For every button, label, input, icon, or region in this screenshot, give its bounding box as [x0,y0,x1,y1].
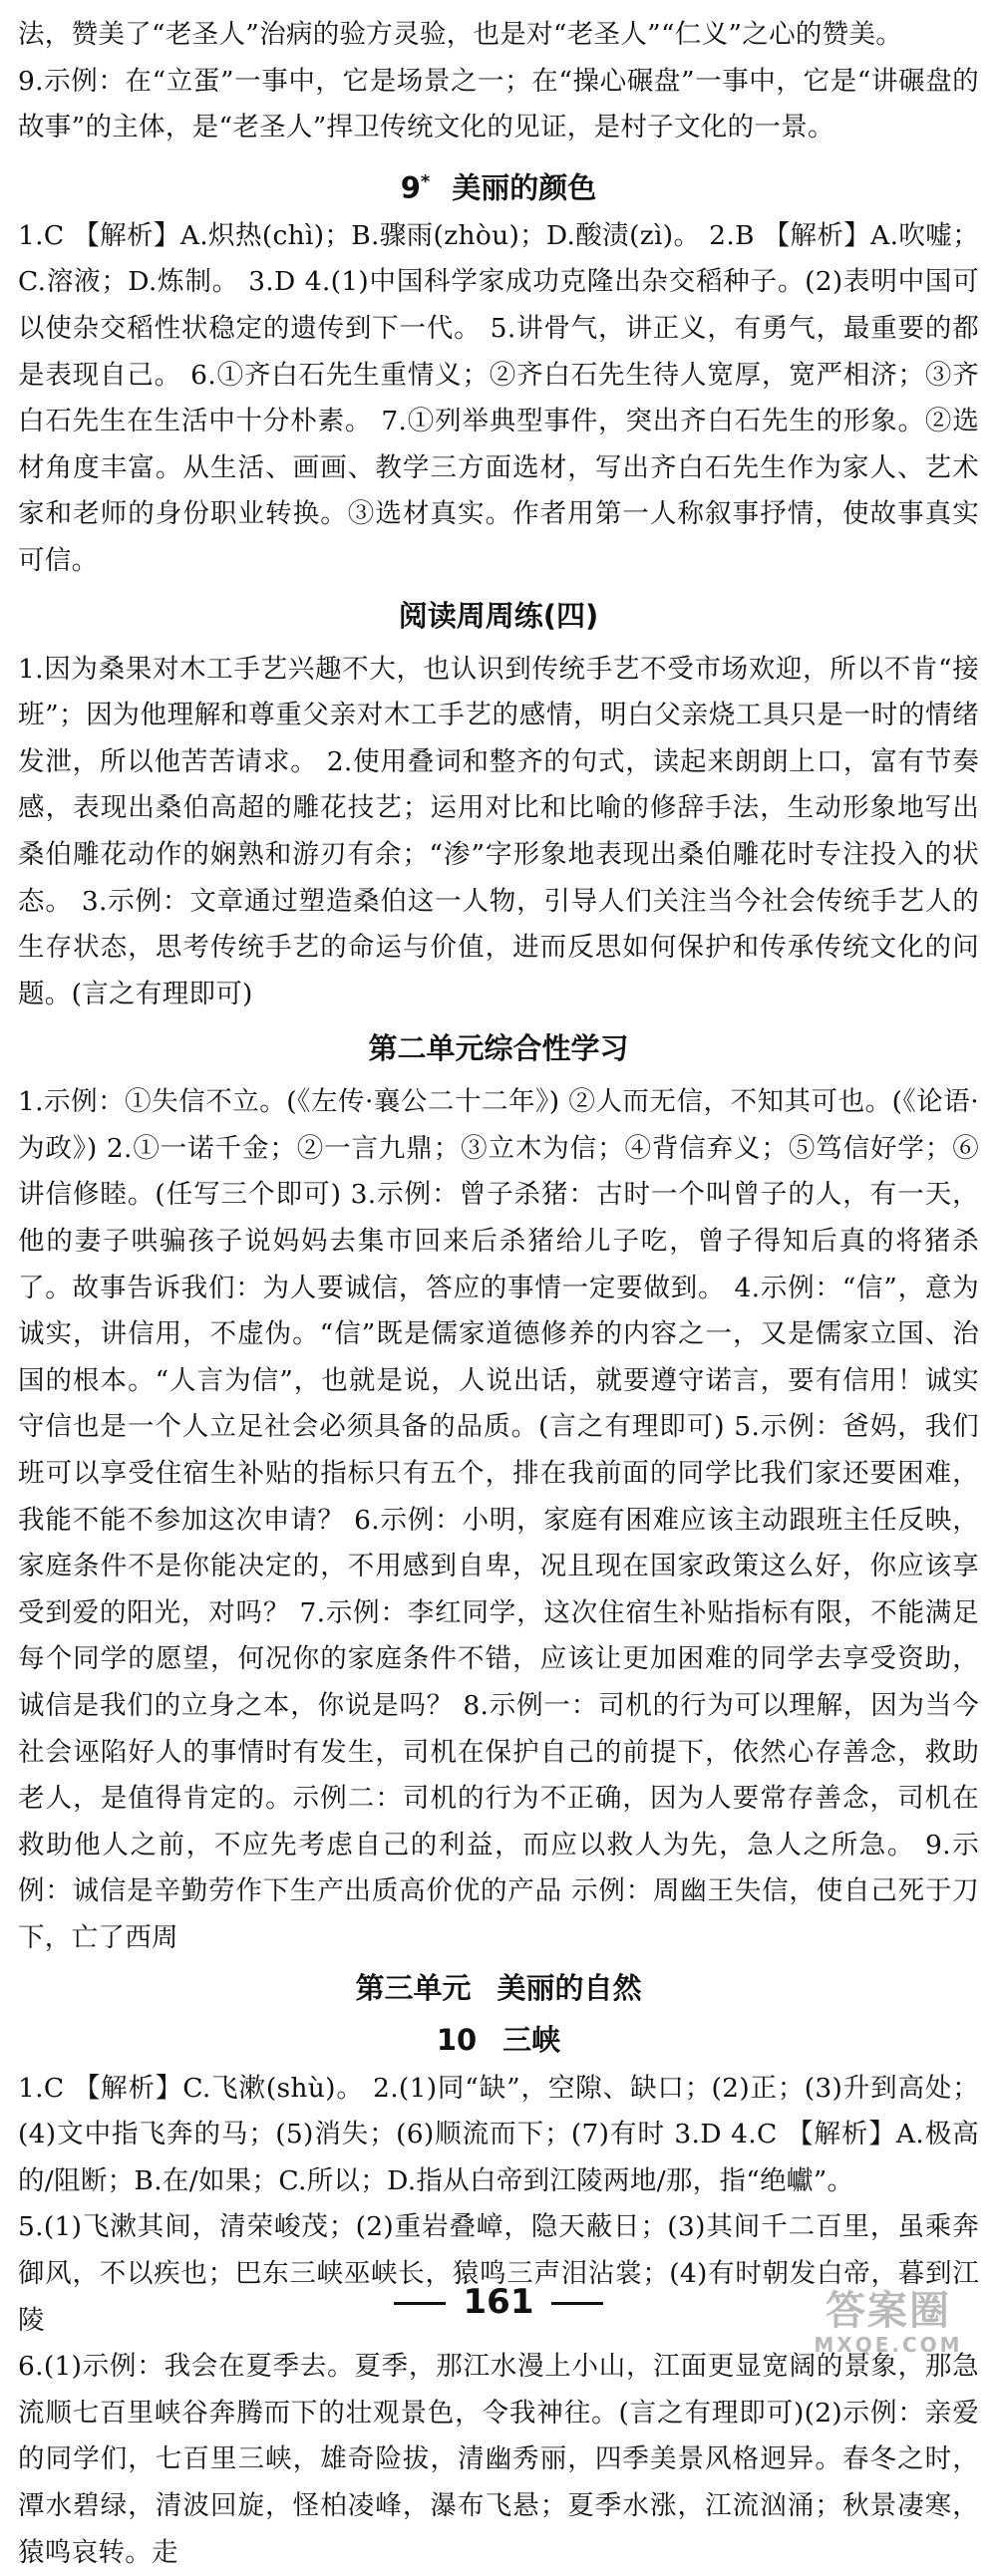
answers-unit2-integrated: 1.示例：①失信不立。(《左传·襄公二十二年》) ②人而无信，不知其可也。(《论语·为政》) 2.①一诺千金；②一言九鼎；③立木为信；④背信弃义；⑤笃信好学；⑥讲信修睦。(任写三个即可) 3.示例：曾子杀猪：古时一个叫曾子的人，有一天，他的妻子哄骗孩子说妈妈去集市回来后杀猪给儿子吃，曾子得知后真的将猪杀了。故事告诉我们：为人要诚信，答应的事情一定要做到。 4.示例：“信”，意为诚实，讲信用，不虚伪。“信”既是儒家道德修养的内容之一，又是儒家立国、治国的根本。“人言为信”，也就是说，人说出话，就要遵守诺言，要有信用！诚实守信也是一个人立足社会必须具备的品质。(言之有理即可) 5.示例：爸妈，我们班可以享受住宿生补贴的指标只有五个，排在我前面的同学比我们家还要困难，我能不能不参加这次申请？ 6.示例：小明，家庭有困难应该主动跟班主任反映，家庭条件不是你能决定的，不用感到自卑，况且现在国家政策这么好，你应该享受到爱的阳光，对吗？ 7.示例：李红同学，这次住宿生补贴指标有限，不能满足每个同学的愿望，何况你的家庭条件不错，应该让更加困难的同学去享受资助，诚信是我们的立身之本，你说是吗？ 8.示例一：司机的行为可以理解，因为当今社会诬陷好人的事情时有发生，司机在保护自己的前提下，依然心存善念，救助老人，是值得肯定的。示例二：司机的行为不正确，因为人要常存善念，司机在救助他人之前，不应先考虑自己的利益，而应以救人为先，急人之所急。 9.示例：诚信是辛勤劳作下生产出质高价优的产品 示例：周幽王失信，使自己死于刀下，亡了西周 [18,1086,979,1953]
answers-three-gorges-1: 1.C 【解析】C.飞漱(shù)。 2.(1)同“缺”，空隙、缺口；(2)正；(3)升到高处；(4)文中指飞奔的马；(5)消失；(6)顺流而下；(7)有时 3.D 4.C 【解析】A.极高的/阻断；B.在/如果；C.所以；D.指从白帝到江陵两地/那，指“绝巘”。 [18,2072,979,2196]
section-heading-weekly-reading: 阅读周周练(四) [398,598,599,633]
answers-weekly-reading: 1.因为桑果对木工手艺兴趣不大，也认识到传统手艺不受市场欢迎，所以不肯“接班”；因为他理解和尊重父亲对木工手艺的感情，明白父亲烧工具只是一时的情绪发泄，所以他苦苦请求。 2.使用叠词和整齐的句式，读起来朗朗上口，富有节奏感，表现出桑伯高超的雕花技艺；运用对比和比喻的修辞手法，生动形象地写出桑伯雕花动作的娴熟和游刃有余；“渗”字形象地表现出桑伯雕花时专注投入的状态。 3.示例：文章通过塑造桑伯这一人物，引导人们关注当今社会传统手艺人的生存状态，思考传统手艺的命运与价值，进而反思如何保护和传承传统文化的问题。(言之有理即可) [18,653,979,1009]
page-number-value: 161 [463,2282,534,2322]
unit-heading [18,1962,979,2014]
answers-beautiful-colors: 1.C 【解析】A.炽热(chì)；B.骤雨(zhòu)；D.酸渍(zì)。 2.B 【解析】A.吹嘘；C.溶液；D.炼制。 3.D 4.(1)中国科学家成功克隆出杂交稻种子。(2)表明中国可以使杂交稻性状稳定的遗传到下一代。 5.讲骨气，讲正义，有勇气，最重要的都是表现自己。 6.①齐白石先生重情义；②齐白石先生待人宽厚，宽严相济；③齐白石先生在生活中十分朴素。 7.①列举典型事件，突出齐白石先生的形象。②选材角度丰富。从生活、画画、教学三方面选材，写出齐白石先生作为家人、艺术家和老师的身份职业转换。③选材真实。作者用第一人称叙事抒情，使故事真实可信。 [18,219,979,576]
watermark-url: MXQE.COM [814,2333,963,2357]
answers-three-gorges-3: 6.(1)示例：我会在夏季去。夏季，那江水漫上小山，江面更显宽阔的景象，那急流顺七百里峡谷奔腾而下的壮观景色，令我神往。(言之有理即可)(2)示例：亲爱的同学们，七百里三峡，雄奇险拔，清幽秀丽，四季美景风格迥异。春冬之时，潭水碧绿，清波回旋，怪柏凌峰，瀑布飞悬；夏季水涨，江流汹涌；秋景凄寒，猿鸣哀转。走 [18,2351,979,2568]
lesson-title: 三峡 [502,2022,561,2057]
section-heading-beautiful-colors [18,151,979,213]
lesson-title: 美丽的颜色 [452,170,597,205]
answers-three-gorges-2: 5.(1)飞漱其间，清荣峻茂；(2)重岩叠嶂，隐天蔽日；(3)其间千二百里，虽乘奔御风，不以疾也；巴东三峡巫峡长，猿鸣三声泪沾裳；(4)有时朝发白帝，暮到江陵 [18,2211,979,2336]
unit-title: 美丽的自然 [497,1970,642,2005]
lesson-number: 10 [436,2022,478,2057]
section-heading-three-gorges [18,2014,979,2066]
lesson-number: 9 [400,170,421,205]
page-number [0,2282,997,2322]
section-heading-unit2-integrated: 第二单元综合性学习 [368,1031,629,1066]
paragraph-intro-1: 法，赞美了“老圣人”治病的验方灵验，也是对“老圣人”“仁义”之心的赞美。 [18,19,903,50]
watermark-logo-text: 答案圈 [826,2288,951,2334]
lesson-asterisk: * [420,170,431,192]
paragraph-intro-2: 9.示例：在“立蛋”一事中，它是场景之一；在“操心碾盘”一事中，它是“讲碾盘的故事”的主体，是“老圣人”捍卫传统文化的见证，是村子文化的一景。 [18,65,979,143]
unit-label: 第三单元 [355,1970,472,2005]
page-number-dash-right [551,2302,603,2305]
page-number-dash-left [394,2302,446,2305]
